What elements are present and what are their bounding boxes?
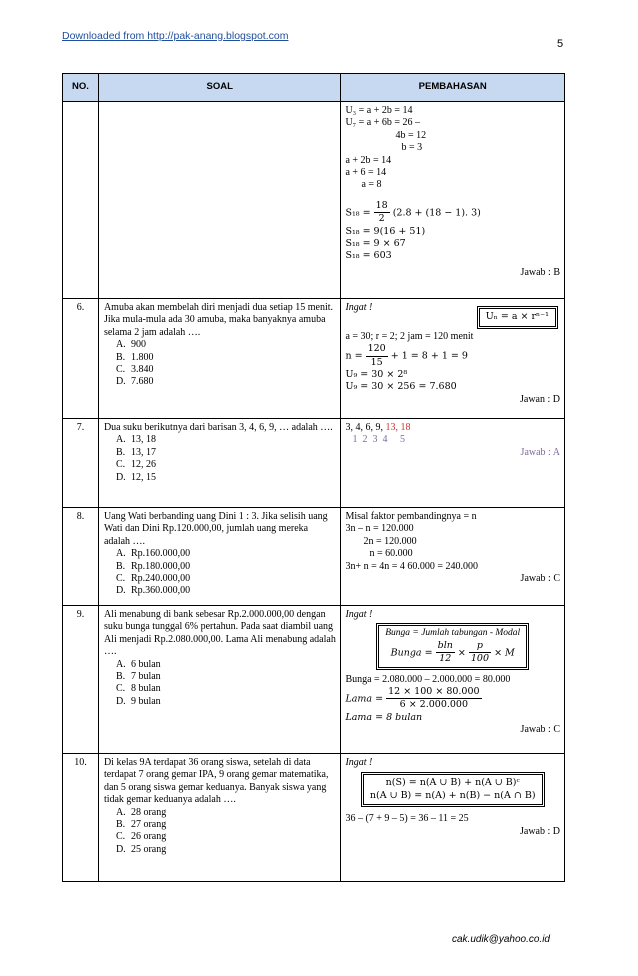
option: B. 1.800 (115, 351, 154, 363)
formula-line: S₁₈ = $\frac{18}{2}$ (2.8 + (18 − 1). 3) (345, 199, 481, 225)
row-number: 9. (63, 606, 99, 754)
ingat-label: Ingat ! (345, 302, 373, 313)
solution-cell (341, 299, 565, 419)
formula-line: U₉ = 30 × 2⁸ (345, 369, 408, 381)
answer-key: Jawab : B (520, 266, 560, 278)
row-number: 8. (63, 508, 99, 606)
solution-cell (341, 508, 565, 606)
formula-box: Uₙ = a × rⁿ⁻¹ (479, 308, 556, 326)
option: C. 3.840 (115, 364, 154, 376)
option: B. 7 bulan (115, 671, 161, 683)
option: D. 9 bulan (115, 695, 161, 707)
question-cell (98, 606, 341, 754)
option: D. Rp.360.000,00 (115, 585, 191, 597)
step: n = 60.000 (369, 548, 413, 560)
option: C. 8 bulan (115, 683, 161, 695)
option: D. 12, 15 (115, 471, 156, 483)
table-row (63, 419, 565, 508)
option: C. Rp.240.000,00 (115, 573, 191, 585)
solution-cell (341, 754, 565, 882)
solution-cell (341, 102, 565, 299)
sequence: 3, 4, 6, 9, 13, 18 (345, 422, 411, 433)
option: B. Rp.180.000,00 (115, 560, 191, 572)
step: a + 2b = 14 (345, 154, 392, 166)
step: a + 6 = 14 (345, 167, 387, 179)
question-text: Uang Wati berbanding uang Dini 1 : 3. Jika selisih uang Wati dan Dini Rp.120.000,00, jumlah uang mereka adalah …. (103, 511, 328, 547)
formula-line: S₁₈ = 603 (345, 250, 392, 262)
option: A. 900 (115, 339, 146, 351)
differences: 1 2 3 4 5 (352, 434, 405, 446)
question-cell (98, 754, 341, 882)
option: B. 27 orang (115, 819, 167, 831)
formula-line: Lama = 8 bulan (345, 711, 423, 723)
page-number: 5 (557, 38, 564, 50)
source-link[interactable]: Downloaded from http://pak-anang.blogspot.com (62, 30, 289, 42)
question-text: Ali menabung di bank sebesar Rp.2.000.000,00 dengan suku bunga tunggal 6% pertahun. Pada saat diambil uang Ali menjadi Rp.2.080.000,00. Lama Ali menabung adalah …. (103, 609, 336, 658)
step: 4b = 12 (395, 129, 427, 141)
question-text: Di kelas 9A terdapat 36 orang siswa, setelah di data terdapat 7 orang gemar IPA, 9 orang gemar matematika, dan 5 orang siswa gemar keduanya. Banyak siswa yang tidak gemar keduanya adalah …. (103, 757, 329, 806)
option: C. 26 orang (115, 831, 167, 843)
question-cell (98, 102, 341, 299)
formula-line: Lama = $\frac{12 \times 100 \times 80.000}{6 \times 2.000.000}$ (345, 686, 480, 711)
row-number: 7. (63, 419, 99, 508)
option: C. 12, 26 (115, 459, 156, 471)
answer-key: Jawab : C (520, 724, 560, 736)
answer-table (62, 73, 565, 882)
answer-key: Jawab : A (520, 446, 560, 458)
question-cell (98, 299, 341, 419)
step: 3n+ n = 4n = 4 60.000 = 240.000 (345, 560, 478, 572)
step: 2n = 120.000 (363, 535, 417, 547)
ingat-label: Ingat ! (345, 757, 373, 768)
solution-cell (341, 419, 565, 508)
option: A. 6 bulan (115, 658, 161, 670)
step: b = 3 (401, 142, 423, 154)
step: U₇ = a + 6b = 26 – (345, 117, 421, 129)
table-row (63, 754, 565, 882)
col-no-header: NO. (63, 74, 99, 102)
question-cell (98, 508, 341, 606)
option: B. 13, 17 (115, 446, 156, 458)
question-cell (98, 419, 341, 508)
solution-cell (341, 606, 565, 754)
formula-box: Bunga = Jumlah tabungan - Modal Bunga = $\frac{bln}{12}$ × $\frac{p}{100}$ × M (378, 625, 527, 667)
formula-line: U₉ = 30 × 256 = 7.680 (345, 381, 457, 393)
step: 36 – (7 + 9 – 5) = 36 – 11 = 25 (345, 813, 469, 825)
question-text: Dua suku berikutnya dari barisan 3, 4, 6, 9, … adalah …. (103, 422, 333, 433)
footer-email: cak.udik@yahoo.co.id (452, 934, 550, 945)
row-number (63, 102, 99, 299)
question-text: Amuba akan membelah diri menjadi dua setiap 15 menit. Jika mula-mula ada 30 amuba, maka banyaknya amuba selama 2 jam adalah …. (103, 302, 334, 338)
step: Bunga = 2.080.000 – 2.000.000 = 80.000 (345, 673, 511, 685)
col-pembahasan-header: PEMBAHASAN (341, 74, 565, 102)
step: Misal faktor pembandingnya = n (345, 511, 477, 522)
answer-key: Jawan : D (520, 393, 560, 405)
step: 3n – n = 120.000 (345, 523, 414, 535)
step: a = 30; r = 2; 2 jam = 120 menit (345, 330, 474, 342)
table-row (63, 299, 565, 419)
formula-box: n(S) = n(A ∪ B) + n(A ∪ B)ᶜ n(A ∪ B) = n(A) + n(B) − n(A ∩ B) (363, 774, 543, 805)
answer-key: Jawab : C (520, 573, 560, 585)
step: U₃ = a + 2b = 14 (345, 105, 413, 116)
row-number: 6. (63, 299, 99, 419)
option: D. 25 orang (115, 843, 167, 855)
answer-key: Jawab : D (520, 825, 560, 837)
formula-line: S₁₈ = 9(16 + 51) (345, 225, 426, 237)
option: A. 13, 18 (115, 434, 156, 446)
option: A. Rp.160.000,00 (115, 548, 191, 560)
table-row (63, 102, 565, 299)
col-soal-header: SOAL (98, 74, 341, 102)
table-header-row (63, 74, 565, 102)
row-number: 10. (63, 754, 99, 882)
option: A. 28 orang (115, 806, 167, 818)
table-row (63, 508, 565, 606)
formula-line: n = $\frac{120}{15}$ + 1 = 8 + 1 = 9 (345, 343, 468, 368)
ingat-label: Ingat ! (345, 609, 373, 620)
option: D. 7.680 (115, 376, 154, 388)
table-row (63, 606, 565, 754)
formula-line: S₁₈ = 9 × 67 (345, 238, 406, 250)
step: a = 8 (361, 179, 382, 191)
